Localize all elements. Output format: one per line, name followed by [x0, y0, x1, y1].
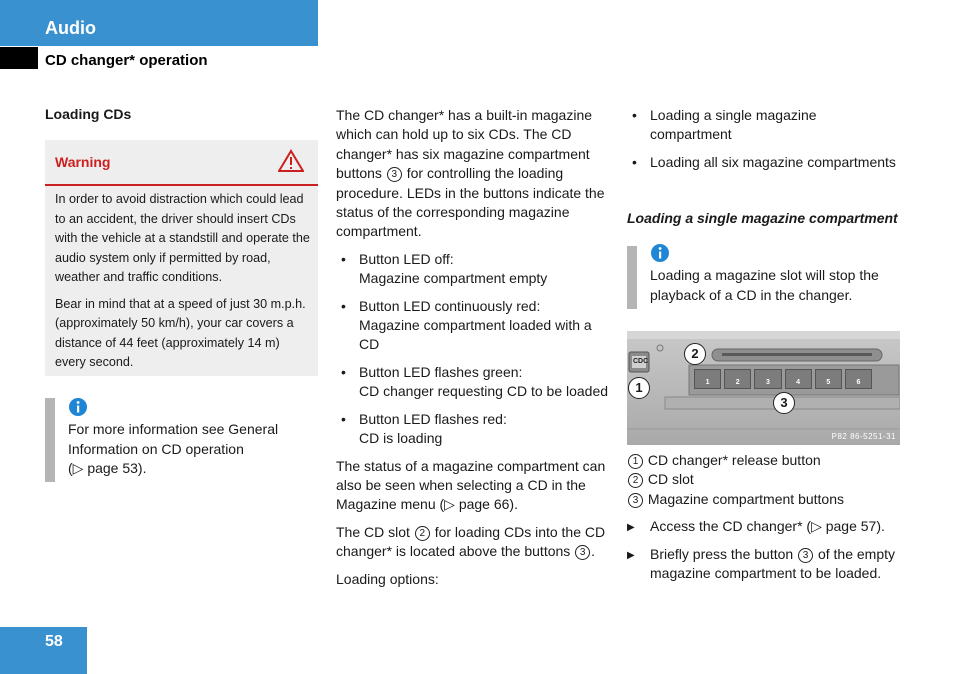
callout-2: 2 — [415, 526, 430, 541]
option-bullet: • Loading a single magazine compartment — [627, 106, 902, 145]
bullet-label: Button LED flashes red: — [359, 410, 507, 427]
warning-box — [45, 140, 318, 376]
bullet-label: Button LED flashes green: — [359, 363, 523, 380]
warning-body — [55, 190, 311, 380]
bullet-desc: CD changer requesting CD to be loaded — [359, 383, 609, 400]
bullet-label: Button LED continuously red: — [359, 297, 541, 314]
slot-text: for loading CDs into the CD changer* is located above the buttons — [336, 523, 606, 560]
warning-paragraph: In order to avoid distraction which could lead to an accident, the driver should insert CDs with the vehicle at a standstill and operate the audio system only if permitted by road, weather and traffic conditions. — [55, 192, 310, 284]
step-item — [627, 517, 902, 536]
legend-text: Magazine compartment buttons — [647, 490, 844, 507]
step-item — [627, 545, 902, 584]
magazine-button-2[interactable]: 2 — [724, 369, 751, 389]
section-marker — [0, 47, 38, 69]
page-number-box — [0, 627, 87, 674]
single-compartment-heading: Loading a single magazine compartment — [627, 210, 898, 226]
info-bar — [45, 398, 55, 482]
option-bullet: • Loading all six magazine compartments — [627, 153, 902, 172]
page-number: 58 — [45, 633, 63, 650]
warning-header — [45, 140, 318, 186]
legend-number: 2 — [628, 473, 643, 488]
photo-code: P82 86-5251-31 — [831, 432, 896, 441]
legend-number: 3 — [628, 493, 643, 508]
step-number: 3 — [798, 548, 813, 563]
warning-label: Warning — [55, 154, 111, 170]
magazine-button-6[interactable]: 6 — [845, 369, 872, 389]
led-bullet — [336, 410, 611, 449]
slot-text: . — [591, 543, 596, 560]
led-bullet — [336, 297, 611, 355]
photo-callout-2: 2 — [684, 343, 706, 365]
info-line: For more information see General Information on CD operation — [68, 421, 279, 457]
intro-text: The CD changer* has a built-in magazine which can hold up to six CDs. The CD changer* has six magazine compartment buttons — [336, 107, 593, 182]
magazine-button-1[interactable]: 1 — [694, 369, 721, 389]
step-text: Briefly press the button — [650, 545, 794, 562]
warning-triangle-icon — [278, 149, 304, 173]
status-paragraph: The status of a magazine compartment can also be seen when selecting a CD in the Magazine menu (▷ page 66). — [336, 457, 606, 513]
slot-paragraph — [336, 523, 611, 562]
led-bullet — [336, 363, 611, 402]
legend-text: CD changer* release button — [647, 452, 821, 468]
cdc-label: CDC — [633, 358, 649, 365]
magazine-button-5[interactable]: 5 — [815, 369, 842, 389]
options-label: Loading options: — [336, 570, 439, 587]
legend-text: CD slot — [647, 471, 694, 488]
bullet-desc: Magazine compartment loaded with a CD — [359, 317, 592, 353]
legend-item — [627, 470, 902, 489]
warning-paragraph: Bear in mind that at a speed of just 30 m.p.h. (approximately 50 km/h), your car covers a distance of 44 feet (approximately 14 m) every second. — [55, 296, 306, 369]
section-title: Audio — [45, 18, 96, 38]
magazine-button-3[interactable]: 3 — [754, 369, 781, 389]
cd-changer-photo — [627, 331, 900, 445]
callout-3: 3 — [387, 167, 402, 182]
step-text: Access the CD changer* (▷ page 57). — [650, 518, 885, 535]
info-icon — [650, 243, 670, 263]
loading-cds-heading: Loading CDs — [45, 106, 132, 122]
info-text — [68, 420, 303, 479]
column-3-bullets — [627, 106, 902, 180]
photo-callout-3: 3 — [773, 392, 795, 414]
info-text: Loading a magazine slot will stop the playback of a CD in the changer. — [650, 267, 879, 303]
info-line: (▷ page 53). — [68, 460, 147, 476]
magazine-button-4[interactable]: 4 — [785, 369, 812, 389]
slot-text: The CD slot — [336, 523, 410, 540]
step-text: of the empty magazine compartment to be loaded. — [650, 545, 896, 582]
info-icon — [68, 397, 88, 417]
intro-paragraph — [336, 106, 611, 242]
legend-item — [627, 490, 902, 509]
bullet-desc: CD is loading — [359, 430, 443, 447]
callout-3: 3 — [575, 545, 590, 560]
info-bar — [627, 246, 637, 309]
subsection-title: CD changer* operation — [45, 52, 208, 69]
legend-number: 1 — [628, 454, 643, 469]
bullet-label: Button LED off: — [359, 250, 454, 267]
legend-item — [627, 451, 902, 470]
photo-legend — [627, 451, 902, 591]
column-2 — [336, 106, 611, 597]
bullet-desc: Magazine compartment empty — [359, 270, 548, 287]
led-bullet — [336, 250, 611, 289]
intro-text: for controlling the loading procedure. LEDs in the buttons indicate the status of the corresponding magazine compartment. — [336, 165, 605, 240]
photo-callout-1: 1 — [628, 377, 650, 399]
magazine-buttons — [694, 369, 872, 389]
